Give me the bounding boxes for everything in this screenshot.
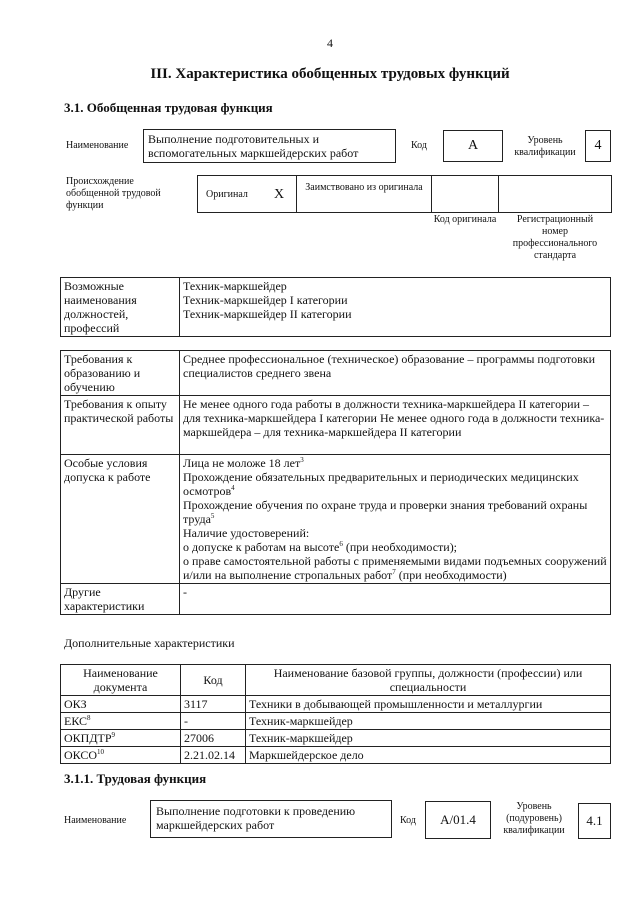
gtf-level-value: 4 xyxy=(585,130,611,162)
col-doc-header: Наименование документа xyxy=(61,665,181,696)
page-number: 4 xyxy=(327,36,333,50)
additional-table xyxy=(60,664,611,764)
education-label: Требования к образованию и обучению xyxy=(61,351,180,396)
special-list xyxy=(180,455,611,584)
gtf-level-label: Уровень квалификации xyxy=(514,135,576,158)
row-doc: ОКСО$^{10}$ xyxy=(61,747,181,764)
gtf-code-value: А xyxy=(443,130,503,162)
original-label: Оригинал xyxy=(206,189,248,200)
position-item: Техник-маркшейдер I категории xyxy=(183,293,348,307)
table-row xyxy=(61,713,611,730)
original-mark: Х xyxy=(274,187,285,202)
table-row xyxy=(61,730,611,747)
row-code: 3117 xyxy=(181,696,246,713)
tf-name-label: Наименование xyxy=(64,815,127,826)
reg-number-caption: Регистрационный номер профессионального стандарта xyxy=(512,214,598,261)
tf-level-value: 4.1 xyxy=(578,803,611,839)
experience-label: Требования к опыту практической работы xyxy=(61,396,180,455)
table-row xyxy=(61,747,611,764)
row-name: Техник-маркшейдер xyxy=(246,713,611,730)
col-code-header: Код xyxy=(181,665,246,696)
row-doc: ЕКС$^8$ xyxy=(61,713,181,730)
other-value: - xyxy=(180,584,611,615)
row-doc: ОКПДТР$^9$ xyxy=(61,730,181,747)
tf-heading: 3.1.1. Трудовая функция xyxy=(64,771,207,786)
positions-label: Возможные наименования должностей, профессий xyxy=(61,278,180,337)
experience-value: Не менее одного года работы в должности техника-маркшейдера II категории – для техника-маркшейдера I категории Не менее одного года в должности техника-маркшейдера – для техника-маркшейдера II категории xyxy=(180,396,611,455)
tf-code-label: Код xyxy=(400,815,416,826)
row-name: Техники в добывающей промышленности и металлургии xyxy=(246,696,611,713)
row-code: 27006 xyxy=(181,730,246,747)
orig-code-caption: Код оригинала xyxy=(433,214,497,225)
special-item: Лица не моложе 18 лет$^3$ xyxy=(183,456,304,470)
reg-number-box xyxy=(498,175,612,213)
col-name-header: Наименование базовой группы, должности (профессии) или специальности xyxy=(246,665,611,696)
special-item: Наличие удостоверений: xyxy=(183,526,310,540)
position-item: Техник-маркшейдер II категории xyxy=(183,307,352,321)
row-doc: ОКЗ xyxy=(61,696,181,713)
tf-name-value: Выполнение подготовки к проведению маркшейдерских работ xyxy=(150,800,392,838)
tf-level-label: Уровень (подуровень) квалификации xyxy=(503,801,565,836)
gtf-name-label: Наименование xyxy=(66,140,129,151)
additional-heading: Дополнительные характеристики xyxy=(64,636,235,650)
row-code: 2.21.02.14 xyxy=(181,747,246,764)
special-item: Прохождение обучения по охране труда и проверки знания требований охраны труда$^5$ xyxy=(183,498,588,526)
other-label: Другие характеристики xyxy=(61,584,180,615)
tf-code-value: А/01.4 xyxy=(425,801,491,839)
orig-code-box xyxy=(431,175,499,213)
requirements-table xyxy=(60,350,611,615)
gtf-origin-label: Происхождение обобщенной трудовой функции xyxy=(66,176,161,211)
row-name: Техник-маркшейдер xyxy=(246,730,611,747)
row-code: - xyxy=(181,713,246,730)
education-value: Среднее профессиональное (техническое) образование – программы подготовки специалистов среднего звена xyxy=(180,351,611,396)
special-label: Особые условия допуска к работе xyxy=(61,455,180,584)
gtf-code-label: Код xyxy=(411,140,427,151)
special-item: о допуске к работам на высоте$^6$ (при необходимости); xyxy=(183,540,458,554)
position-item: Техник-маркшейдер xyxy=(183,279,287,293)
special-item: о праве самостоятельной работы с применяемыми видами подъемных сооружений и/или на выполнение стропальных работ$^7$ (при необходимости) xyxy=(183,554,607,582)
section-title: III. Характеристика обобщенных трудовых функций xyxy=(150,66,510,82)
row-name: Маркшейдерское дело xyxy=(246,747,611,764)
table-row xyxy=(61,696,611,713)
gtf-name-value: Выполнение подготовительных и вспомогательных маркшейдерских работ xyxy=(143,129,396,163)
special-item: Прохождение обязательных предварительных и периодических медицинских осмотров$^4$ xyxy=(183,470,579,498)
borrowed-label: Заимствовано из оригинала xyxy=(296,175,432,213)
positions-list xyxy=(180,278,611,337)
gtf-heading: 3.1. Обобщенная трудовая функция xyxy=(64,100,273,115)
positions-table xyxy=(60,277,611,337)
